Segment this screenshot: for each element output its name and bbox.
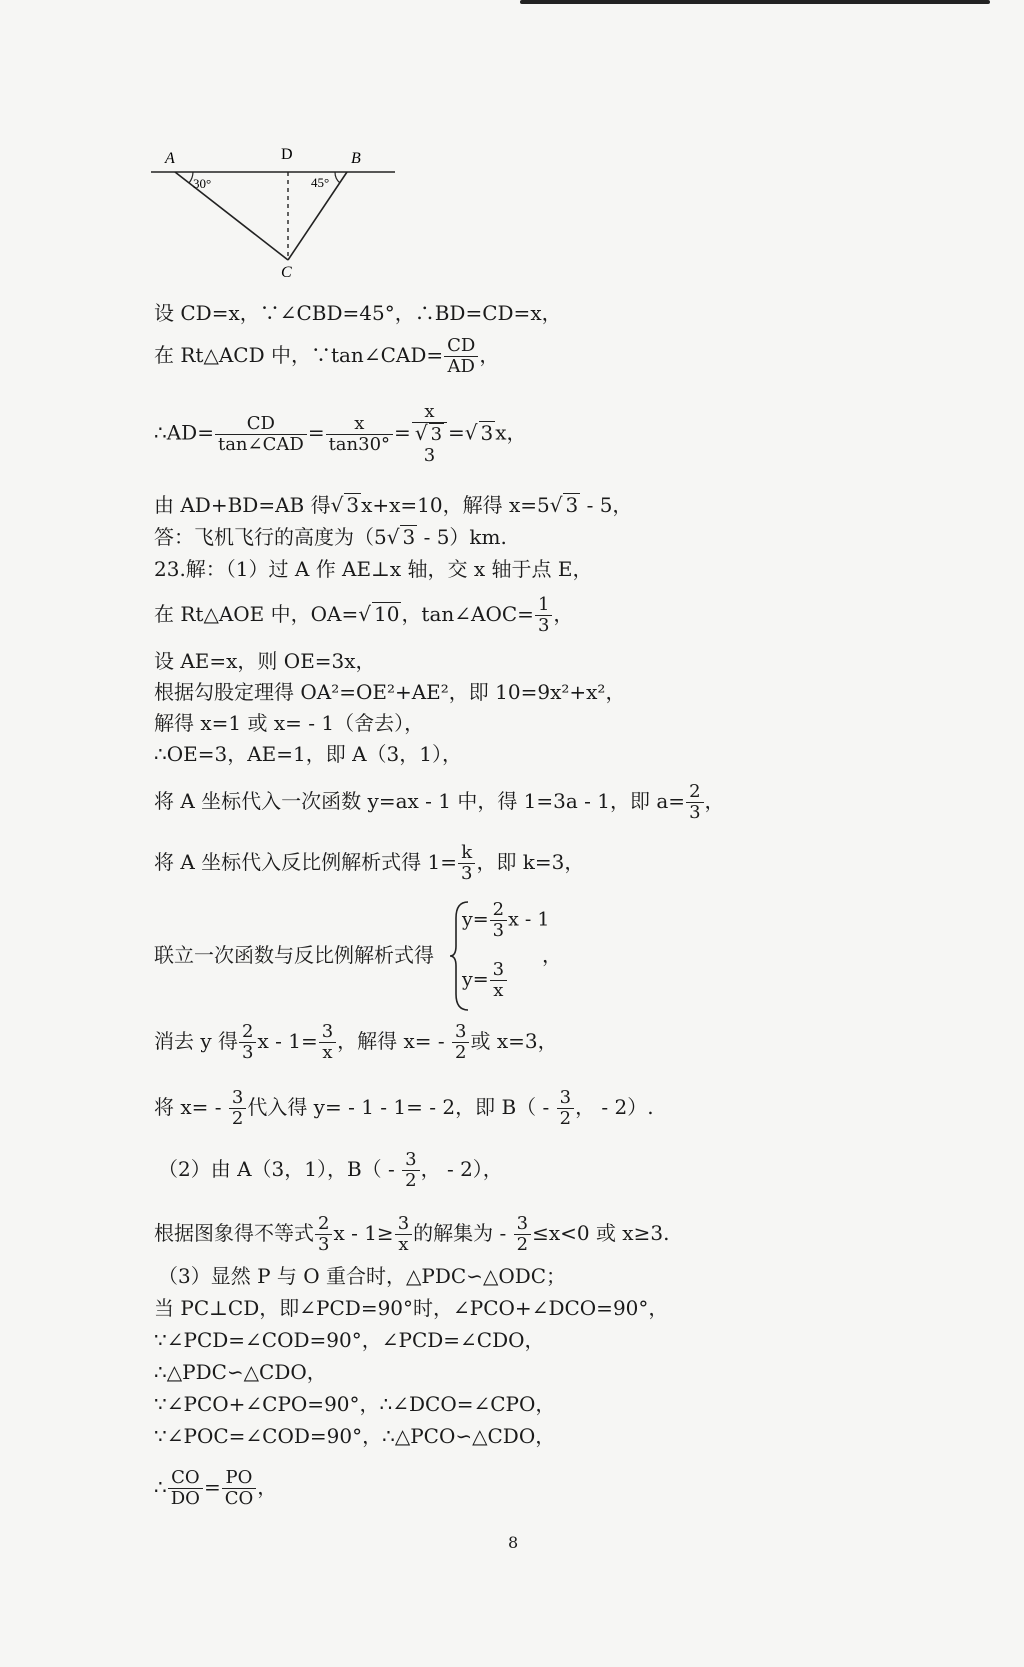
line-21: ∵∠PCD=∠COD=90°，∠PCD=∠CDO， — [154, 1328, 545, 1352]
label-C: C — [281, 264, 292, 280]
angle-30: 30° — [193, 176, 212, 191]
top-edge-mark — [520, 0, 990, 4]
line-23: ∵∠PCO+∠CPO=90°，∴∠DCO=∠CPO， — [154, 1392, 556, 1416]
system-comma: ， — [542, 943, 562, 967]
line-20: 当 PC⊥CD，即∠PCD=90°时，∠PCO+∠DCO=90°， — [154, 1296, 669, 1320]
line-5: 答：飞机飞行的高度为（5√ 3 - 5）km. — [154, 525, 507, 549]
system-eq-2: y= $\frac{3}{x}$ — [462, 960, 508, 1001]
line-1: 设 CD=x，∵∠CBD=45°，∴BD=CD=x， — [154, 301, 562, 325]
line-25: ∴ $\frac{CO}{DO}$ = $\frac{PO}{CO}$ ， — [154, 1467, 278, 1509]
line-15: 消去 y 得 $\frac{2}{3}$ x - 1= $\frac{3}{x}$ ，解得 x= - $\frac{3}{2}$ 或 x=3， — [154, 1021, 558, 1063]
line-10: 解得 x=1 或 x= - 1（舍去）， — [154, 711, 425, 735]
line-18: 根据图象得不等式 $\frac{2}{3}$ x - 1≥ $\frac{3}{x}$ 的解集为 - $\frac{3}{2}$ ≤x<0 或 x≥3. — [154, 1213, 670, 1255]
line-6: 23.解：（1）过 A 作 AE⊥x 轴，交 x 轴于点 E， — [154, 557, 593, 581]
line-22: ∴△PDC∽△CDO， — [154, 1360, 327, 1384]
line-9: 根据勾股定理得 OA²=OE²+AE²，即 10=9x²+x²， — [154, 680, 626, 704]
line-16: 将 x= - $\frac{3}{2}$ 代入得 y= - 1 - 1= - 2，即 B（ - $\frac{3}{2}$ ， - 2）. — [154, 1087, 654, 1129]
system-eq-1: y= $\frac{2}{3}$ x - 1 — [462, 899, 550, 941]
line-7: 在 Rt△AOE 中，OA=√ 10 ，tan∠AOC= $\frac{1}{3}$ ， — [154, 594, 574, 636]
line-4: 由 AD+BD=AB 得√ 3 x+x=10，解得 x=5√ 3 - 5， — [154, 493, 633, 517]
line-24: ∵∠POC=∠COD=90°，∴△PCO∽△CDO， — [154, 1424, 556, 1448]
line-8: 设 AE=x，则 OE=3x， — [154, 649, 376, 673]
label-A: A — [165, 150, 175, 167]
page-number: 8 — [508, 1533, 519, 1552]
triangle-figure — [145, 145, 405, 280]
line-2: 在 Rt△ACD 中，∵tan∠CAD= $\frac{CD}{AD}$ ， — [154, 335, 500, 377]
line-13: 将 A 坐标代入反比例解析式得 1= $\frac{k}{3}$ ，即 k=3， — [154, 842, 585, 884]
label-B: B — [351, 150, 361, 167]
line-17: （2）由 A（3，1），B（ - $\frac{3}{2}$ ， - 2）， — [158, 1149, 503, 1191]
line-14: 联立一次函数与反比例解析式得 — [154, 943, 434, 967]
line-11: ∴OE=3，AE=1，即 A（3，1）， — [154, 742, 462, 766]
angle-45: 45° — [311, 175, 330, 190]
label-D: D — [281, 146, 293, 163]
line-19: （3）显然 P 与 O 重合时，△PDC∽△ODC； — [158, 1264, 567, 1288]
line-12: 将 A 坐标代入一次函数 y=ax - 1 中，得 1=3a - 1，即 a= $\frac{2}{3}$ ， — [154, 781, 725, 823]
line-3: ∴AD= $\frac{CD}{\text{tan∠CAD}}$ = $\frac{x}{\tan 30^\circ}$ = x √ 3 3 =√ 3 x， — [154, 401, 527, 466]
